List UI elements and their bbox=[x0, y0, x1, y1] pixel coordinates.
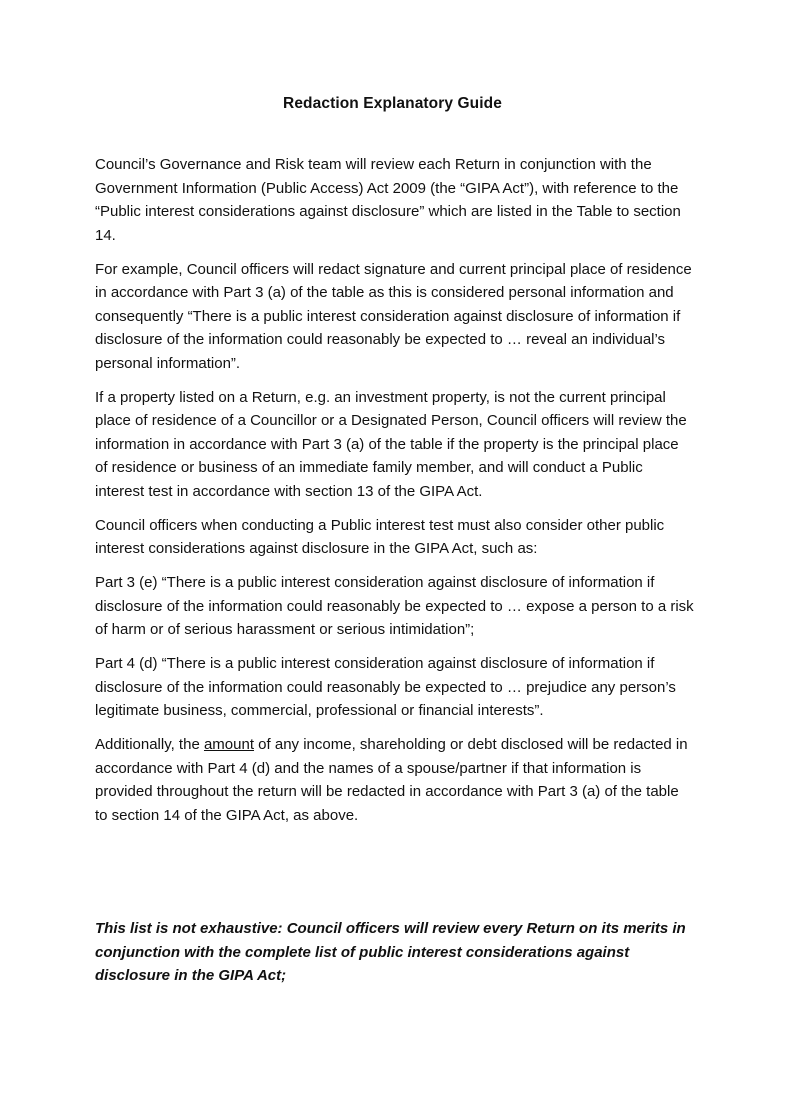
paragraph-part-4d: Part 4 (d) “There is a public interest consideration against disclosure of information if disclosure of the information could reasonably be expected to … prejudice any person’s legitimate business, commercial, professional or financial interests”. bbox=[95, 655, 676, 719]
paragraph-public-interest-test: Council officers when conducting a Public interest test must also consider other public interest considerations against disclosure in the GIPA Act, such as: bbox=[95, 516, 665, 557]
paragraph-amounts-rest: of any income, shareholding or debt disclosed will be redacted in accordance with Part 4 (d) and the names of a spouse/partner if that information is provided throughout the return will be redacted in accordance with Part 3 (a) of the table to section 14 of the GIPA Act, as above. bbox=[95, 736, 688, 824]
paragraph-amounts-lead: Additionally, the bbox=[95, 736, 204, 753]
paragraph-example-redaction: For example, Council officers will redact signature and current principal place of residence in accordance with Part 3 (a) of the table as this is considered personal information and consequently “There is a public interest consideration against disclosure of information if disclosure of the information could reasonably be expected to … reveal an individual’s personal information”. bbox=[95, 260, 692, 372]
paragraph-part-3e: Part 3 (e) “There is a public interest consideration against disclosure of information if disclosure of the information could reasonably be expected to … expose a person to a risk of harm or of serious harassment or serious intimidation”; bbox=[95, 574, 694, 638]
not-exhaustive-note: This list is not exhaustive: Council officers will review every Return on its merits in conjunction with the complete list of public interest considerations against disclosure in the GIPA Act; bbox=[95, 920, 686, 984]
paragraph-gipa-review: Council’s Governance and Risk team will review each Return in conjunction with the Government Information (Public Access) Act 2009 (the “GIPA Act”), with reference to the “Public interest considerations against disclosure” which are listed in the Table to section 14. bbox=[95, 156, 681, 244]
document-title: Redaction Explanatory Guide bbox=[283, 95, 502, 112]
document-body bbox=[95, 153, 695, 838]
paragraph-investment-property: If a property listed on a Return, e.g. an investment property, is not the current principal place of residence of a Councillor or a Designated Person, Council officers will review the information in accordance with Part 3 (a) of the table if the property is the principal place of residence or business of an immediate family member, and will conduct a Public interest test in accordance with section 13 of the GIPA Act. bbox=[95, 388, 687, 500]
paragraph-amounts-redacted bbox=[95, 733, 695, 827]
underlined-amount: amount bbox=[203, 736, 255, 753]
